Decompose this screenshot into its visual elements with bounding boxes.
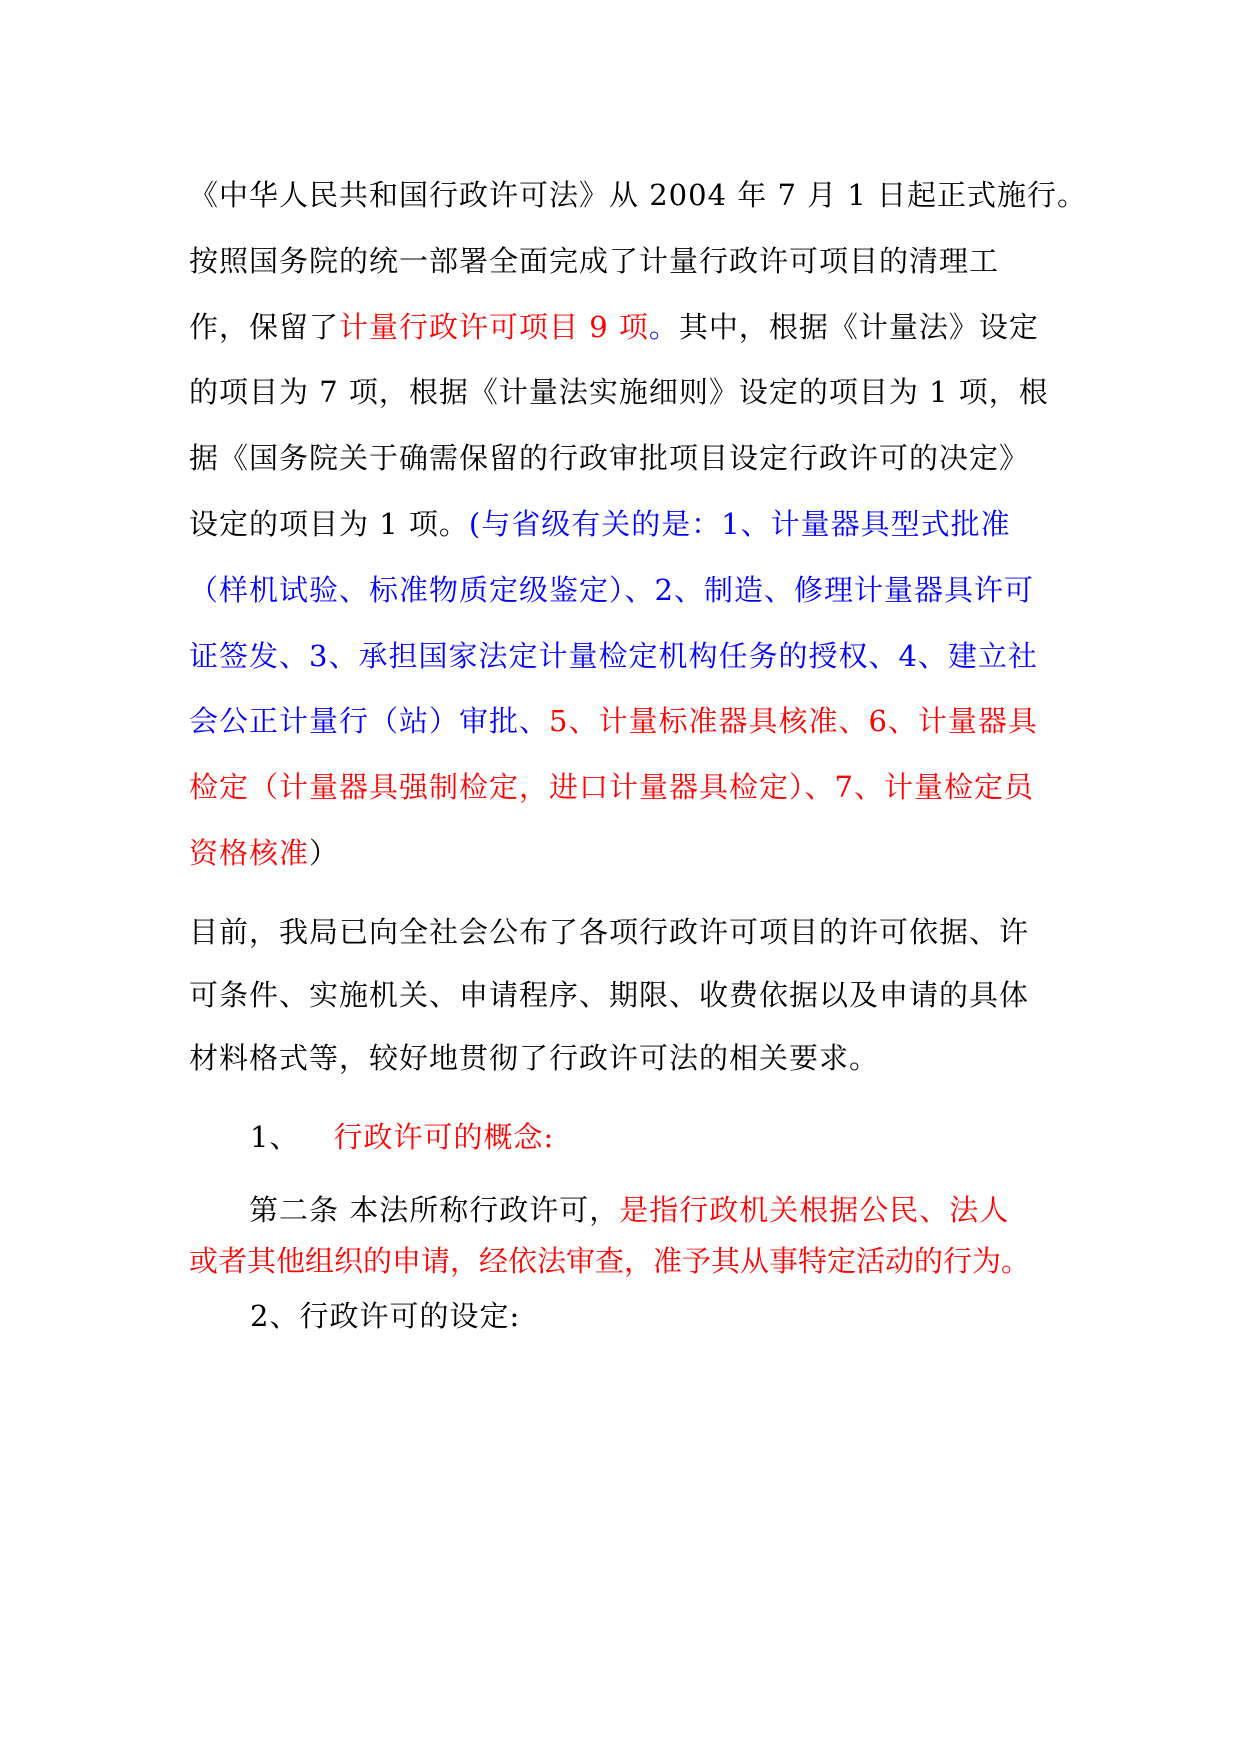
status-line-1	[189, 901, 1057, 964]
section-2-title: 2、行政许可的设定:	[250, 1299, 521, 1333]
status-line-3	[189, 1027, 1057, 1090]
article-line-1	[189, 1185, 1057, 1236]
intro-text: 的项目为 7 项，根据《计量法实施细则》设定的项目为 1 项，根	[189, 375, 1049, 410]
highlight-red: 5、计量标准器具核准、6、计量器具	[549, 704, 1038, 739]
article-line-2	[189, 1236, 1057, 1287]
article-highlight: 或者其他组织的申请，经依法审查，准予其从事特定活动的行为。	[189, 1244, 1031, 1278]
intro-line-9	[189, 689, 1057, 755]
highlight-blue: 。	[648, 309, 679, 344]
section-1-number: 1、	[250, 1120, 300, 1154]
section-2-heading	[250, 1296, 1118, 1336]
status-line-2	[189, 964, 1057, 1027]
intro-text: 按照国务院的统一部署全面完成了计量行政许可项目的清理工	[189, 243, 1000, 278]
intro-line-4	[189, 360, 1057, 426]
intro-line-2	[189, 229, 1057, 295]
intro-text: 《中华人民共和国行政许可法》从 2004 年 7 月 1 日起正式施行。	[189, 178, 1088, 212]
intro-line-5	[189, 426, 1057, 492]
intro-line-1	[189, 163, 1088, 229]
status-paragraph	[189, 901, 1057, 1090]
highlight-blue: 证签发、3、承担国家法定计量检定机构任务的授权、4、建立社	[189, 638, 1038, 673]
highlight-blue: （样机试验、标准物质定级鉴定）、2、制造、修理计量器具许可	[189, 572, 1034, 607]
intro-text: 其中，根据《计量法》设定	[678, 309, 1039, 344]
intro-line-3	[189, 295, 1057, 361]
intro-text: 作，保留了	[189, 309, 340, 344]
highlight-blue: 会公正计量行（站）审批、	[189, 704, 550, 739]
highlight-red: 资格核准	[189, 835, 310, 870]
status-text: 可条件、实施机关、申请程序、期限、收费依据以及申请的具体	[189, 978, 1030, 1012]
section-1-heading	[250, 1117, 1118, 1157]
intro-text: 设定的项目为 1 项。	[189, 506, 469, 541]
status-text: 目前，我局已向全社会公布了各项行政许可项目的许可依据、许	[189, 915, 1030, 949]
article-text: 第二条 本法所称行政许可，	[249, 1193, 620, 1227]
intro-line-6	[189, 492, 1057, 558]
intro-text: 据《国务院关于确需保留的行政审批项目设定行政许可的决定》	[189, 441, 1030, 476]
section-1-title: 行政许可的概念:	[333, 1120, 555, 1154]
intro-line-10	[189, 755, 1057, 821]
article-paragraph	[189, 1185, 1057, 1287]
status-text: 材料格式等，较好地贯彻了行政许可法的相关要求。	[189, 1041, 880, 1075]
article-highlight: 是指行政机关根据公民、法人	[619, 1193, 1010, 1227]
intro-line-8	[189, 624, 1057, 690]
intro-text: ）	[309, 835, 340, 870]
intro-paragraph	[189, 163, 1088, 887]
highlight-red: 计量行政许可项目 9 项	[339, 309, 649, 344]
intro-line-11	[189, 821, 1057, 887]
intro-line-7	[189, 558, 1057, 624]
highlight-red: 检定（计量器具强制检定，进口计量器具检定）、7、计量检定员	[189, 770, 1034, 805]
highlight-blue: (与省级有关的是：1、计量器具型式批准	[468, 506, 1011, 541]
